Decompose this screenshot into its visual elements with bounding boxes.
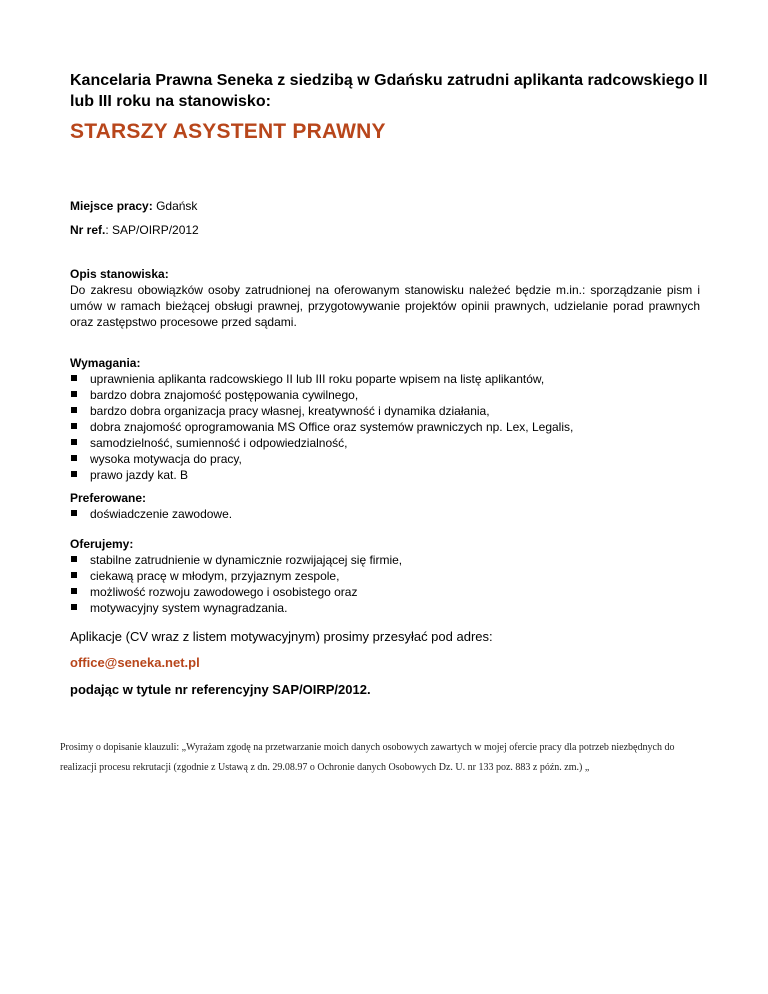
location-line: [70, 198, 197, 214]
list-item: [70, 371, 700, 387]
email-link[interactable]: office@seneka.net.pl: [70, 655, 200, 670]
list-item-text: bardzo dobra znajomość postępowania cywilnego,: [90, 388, 359, 402]
reference-line: [70, 222, 199, 238]
list-item-text: możliwość rozwoju zawodowego i osobistego oraz: [90, 585, 358, 599]
bullet-icon: [71, 391, 77, 397]
consent-clause: Prosimy o dopisanie klauzuli: „Wyrażam zgodę na przetwarzanie moich danych osobowych zawartych w mojej ofercie pracy dla potrzeb niezbędnych do realizacji procesu rekrutacji (zgodnie z Ustawą z dn. 29.08.97 o Ochronie danych Osobowych Dz. U. nr 133 poz. 883 z późn. zm.) „: [60, 742, 675, 773]
bullet-icon: [71, 471, 77, 477]
list-item-text: doświadczenie zawodowe.: [90, 507, 233, 521]
location-label: Miejsce pracy:: [70, 199, 153, 213]
list-item: [70, 552, 700, 568]
description-heading: Opis stanowiska:: [70, 267, 169, 281]
requirements-section: [70, 355, 700, 483]
requirements-list: [70, 371, 700, 483]
list-item-text: stabilne zatrudnienie w dynamicznie rozwijającej się firmie,: [90, 553, 403, 567]
list-item-text: bardzo dobra organizacja pracy własnej, kreatywność i dynamika działania,: [90, 404, 490, 418]
bullet-icon: [71, 407, 77, 413]
offer-list: [70, 552, 700, 616]
list-item-text: dobra znajomość oprogramowania MS Office oraz systemów prawniczych np. Lex, Legalis,: [90, 420, 574, 434]
bullet-icon: [71, 556, 77, 562]
list-item-text: ciekawą pracę w młodym, przyjaznym zespole,: [90, 569, 340, 583]
preferred-list: [70, 506, 700, 522]
description-section: [70, 266, 700, 330]
description-text: Do zakresu obowiązków osoby zatrudnionej na oferowanym stanowisku należeć będzie m.in.: sporządzanie pism i umów w ramach bieżącej obsługi prawnej, przygotowywanie projektów opinii prawnych, udzielanie porad prawnych oraz zastępstwo procesowe przed sądami.: [70, 283, 700, 329]
list-item-text: wysoka motywacja do pracy,: [90, 452, 242, 466]
bullet-icon: [71, 423, 77, 429]
intro-heading: Kancelaria Prawna Seneka z siedzibą w Gdańsku zatrudni aplikanta radcowskiego II lub III roku na stanowisko:: [70, 72, 708, 110]
list-item: [70, 451, 700, 467]
list-item-text: samodzielność, sumienność i odpowiedzialność,: [90, 436, 348, 450]
job-title: STARSZY ASYSTENT PRAWNY: [70, 120, 386, 143]
list-item: [70, 435, 700, 451]
bullet-icon: [71, 572, 77, 578]
list-item: [70, 568, 700, 584]
offer-heading: Oferujemy:: [70, 537, 134, 551]
preferred-heading: Preferowane:: [70, 491, 147, 505]
list-item: [70, 467, 700, 483]
reference-label: Nr ref.: [70, 223, 106, 237]
location-value: Gdańsk: [156, 199, 198, 213]
offer-section: [70, 536, 700, 616]
bullet-icon: [71, 439, 77, 445]
bullet-icon: [71, 604, 77, 610]
list-item-text: prawo jazdy kat. B: [90, 468, 189, 482]
reference-value: : SAP/OIRP/2012: [105, 223, 199, 237]
bullet-icon: [71, 455, 77, 461]
list-item: [70, 584, 700, 600]
preferred-section: [70, 490, 700, 522]
list-item: [70, 403, 700, 419]
bullet-icon: [71, 510, 77, 516]
requirements-heading: Wymagania:: [70, 356, 141, 370]
list-item-text: uprawnienia aplikanta radcowskiego II lub III roku poparte wpisem na listę aplikantów,: [90, 372, 545, 386]
reference-note: podając w tytule nr referencyjny SAP/OIRP/2012.: [70, 682, 371, 697]
list-item: [70, 506, 700, 522]
bullet-icon: [71, 588, 77, 594]
list-item: [70, 600, 700, 616]
apply-instructions: Aplikacje (CV wraz z listem motywacyjnym) prosimy przesyłać pod adres:: [70, 629, 493, 644]
list-item: [70, 387, 700, 403]
list-item: [70, 419, 700, 435]
list-item-text: motywacyjny system wynagradzania.: [90, 601, 288, 615]
bullet-icon: [71, 375, 77, 381]
